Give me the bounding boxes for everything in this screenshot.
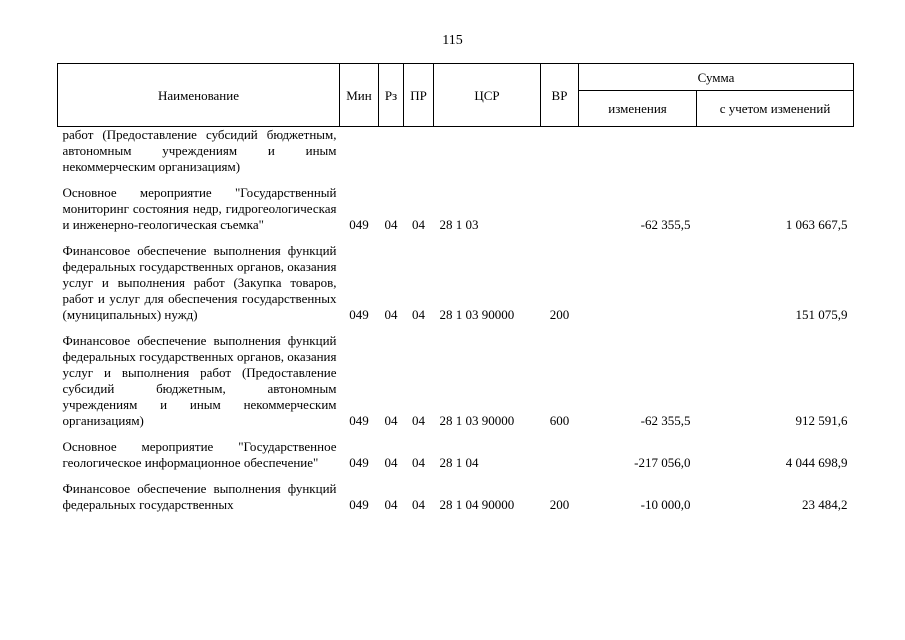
cell-total: 912 591,6 <box>795 413 848 428</box>
cell-total: 1 063 667,5 <box>785 217 848 232</box>
cell-min: 049 <box>349 497 369 512</box>
table-row <box>58 471 854 513</box>
cell-rz: 04 <box>384 497 398 512</box>
cell-csr: 28 1 03 <box>439 217 479 232</box>
cell-pr: 04 <box>412 455 425 470</box>
cell-rz: 04 <box>384 217 398 232</box>
cell-min: 049 <box>349 307 369 322</box>
cell-csr: 28 1 03 90000 <box>439 307 515 322</box>
cell-name: Финансовое обеспечение выполнения функций федеральных государственных органов, оказания услуг и выполнения работ (Закупка товаров, работ и услуг для обеспечения государственных (муниципальных) нужд) <box>62 243 337 322</box>
cell-total: 23 484,2 <box>802 497 848 512</box>
cell-total <box>697 127 854 176</box>
header-vr: ВР <box>541 64 579 127</box>
budget-table <box>57 63 854 513</box>
page-number: 115 <box>442 33 463 48</box>
table-row <box>58 233 854 323</box>
header-name: Наименование <box>58 64 340 127</box>
cell-vr: 600 <box>549 413 570 428</box>
cell-min: 049 <box>349 217 369 232</box>
cell-change: -62 355,5 <box>640 217 691 232</box>
cell-pr: 04 <box>412 217 425 232</box>
table-row <box>58 175 854 233</box>
cell-change <box>579 127 697 176</box>
cell-csr <box>434 127 541 176</box>
cell-csr: 28 1 03 90000 <box>439 413 515 428</box>
cell-name: Финансовое обеспечение выполнения функций федеральных государственных органов, оказания услуг и выполнения работ (Предоставление субсидий бюджетным, автономным учреждениям и иным некоммерческим организациям) <box>62 333 337 428</box>
cell-change: -10 000,0 <box>640 497 691 512</box>
header-csr: ЦСР <box>434 64 541 127</box>
cell-pr: 04 <box>412 413 425 428</box>
header-sum: Сумма <box>579 64 854 91</box>
table-row <box>58 127 854 176</box>
cell-pr <box>404 127 434 176</box>
cell-change: -217 056,0 <box>634 455 691 470</box>
cell-total: 4 044 698,9 <box>785 455 848 470</box>
table-body <box>58 127 854 514</box>
header-change: изменения <box>579 91 697 127</box>
cell-total: 151 075,9 <box>795 307 848 322</box>
header-min: Мин <box>340 64 379 127</box>
cell-rz: 04 <box>384 455 398 470</box>
cell-pr: 04 <box>412 307 425 322</box>
cell-vr: 200 <box>549 497 570 512</box>
cell-vr: 200 <box>549 307 570 322</box>
cell-min: 049 <box>349 413 369 428</box>
cell-name: Основное мероприятие "Государственный мониторинг состояния недр, гидрогеологическая и инженерно-геологическая съемка" <box>62 185 337 232</box>
cell-pr: 04 <box>412 497 425 512</box>
cell-change <box>579 233 697 323</box>
table-row <box>58 429 854 471</box>
cell-rz: 04 <box>384 413 398 428</box>
table-row <box>58 323 854 429</box>
cell-min <box>340 127 379 176</box>
cell-change: -62 355,5 <box>640 413 691 428</box>
cell-vr <box>541 127 579 176</box>
header-rz: Рз <box>379 64 404 127</box>
cell-csr: 28 1 04 <box>439 455 479 470</box>
cell-name: Основное мероприятие "Государственное геологическое информационное обеспечение" <box>62 439 337 470</box>
cell-csr: 28 1 04 90000 <box>439 497 515 512</box>
header-with-changes: с учетом изменений <box>697 91 854 127</box>
cell-min: 049 <box>349 455 369 470</box>
cell-vr <box>541 175 579 233</box>
cell-vr <box>541 429 579 471</box>
cell-rz <box>379 127 404 176</box>
cell-rz: 04 <box>384 307 398 322</box>
header-pr: ПР <box>404 64 434 127</box>
cell-name: Финансовое обеспечение выполнения функций федеральных государственных <box>62 481 337 512</box>
cell-name: работ (Предоставление субсидий бюджетным, автономным учреждениям и иным некоммерческим организациям) <box>62 127 337 174</box>
